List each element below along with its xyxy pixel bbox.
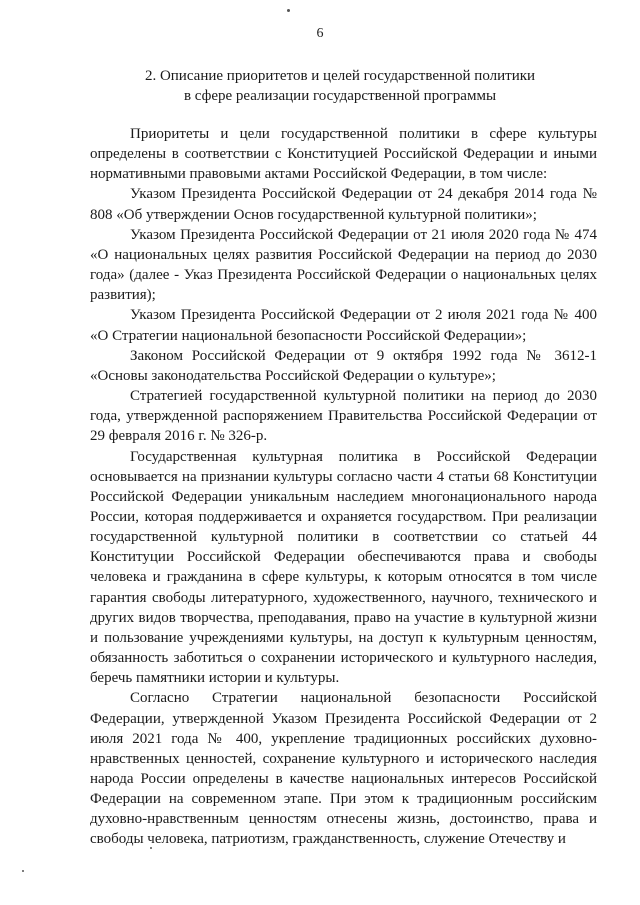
scan-speck (287, 9, 290, 12)
page-number: 6 (316, 26, 324, 41)
section-heading-line-1: 2. Описание приоритетов и целей государственной политики (144, 68, 536, 84)
paragraph-decree-808: Указом Президента Российской Федерации от 24 декабря 2014 года № 808 «Об утверждении Основ государственной культурной политики»; (90, 186, 597, 223)
paragraph-law-3612-1: Законом Российской Федерации от 9 октября 1992 года № 3612-1 «Основы законодательства Российской Федерации о культуре»; (90, 347, 597, 384)
paragraph-decree-474: Указом Президента Российской Федерации от 21 июля 2020 года № 474 «О национальных целях развития Российской Федерации на период до 2030 года» (далее - Указ Президента Российской Федерации о национальных целях развития); (90, 226, 597, 304)
section-heading (120, 66, 560, 106)
paragraph-decree-400: Указом Президента Российской Федерации от 2 июля 2021 года № 400 «О Стратегии национальной безопасности Российской Федерации»; (90, 307, 597, 344)
scan-speck (22, 870, 24, 872)
paragraph-intro: Приоритеты и цели государственной политики в сфере культуры определены в соответствии с Конституцией Российской Федерации и иными нормативными правовыми актами Российской Федерации, в том числе: (90, 126, 597, 183)
paragraph-cultural-policy: Государственная культурная политика в Российской Федерации основывается на признании культуры согласно части 4 статьи 68 Конституции Российской Федерации уникальным наследием многонационального народа России, которая поддерживается и охраняется государством. При реализации государственной культурной политики в соответствии со статьей 44 Конституции Российской Федерации обеспечиваются права и свободы человека и гражданина в сфере культуры, к которым относятся в том числе гарантия свободы литературного, художественного, научного, технического и других видов творчества, преподавания, право на участие в культурной жизни и пользование учреждениями культуры, на доступ к культурным ценностям, обязанность заботиться о сохранении исторического и культурного наследия, беречь памятники истории и культуры. (90, 448, 597, 687)
paragraph-strategy-326-r: Стратегией государственной культурной политики на период до 2030 года, утвержденной распоряжением Правительства Российской Федерации от 29 февраля 2016 г. № 326-р. (90, 388, 597, 445)
section-heading-line-2: в сфере реализации государственной программы (183, 88, 497, 104)
paragraph-security-strategy: Согласно Стратегии национальной безопасности Российской Федерации, утвержденной Указом Президента Российской Федерации от 2 июля 2021 года № 400, укрепление традиционных российских духовно-нравственных ценностей, сохранение культурного и исторического наследия народа России определены в качестве национальных интересов Российской Федерации на современном этапе. При этом к традиционным российским духовно-нравственным ценностям отнесены жизнь, достоинство, права и свободы человека, патриотизм, гражданственность, служение Отечеству и (90, 690, 597, 848)
body-text (90, 124, 597, 850)
